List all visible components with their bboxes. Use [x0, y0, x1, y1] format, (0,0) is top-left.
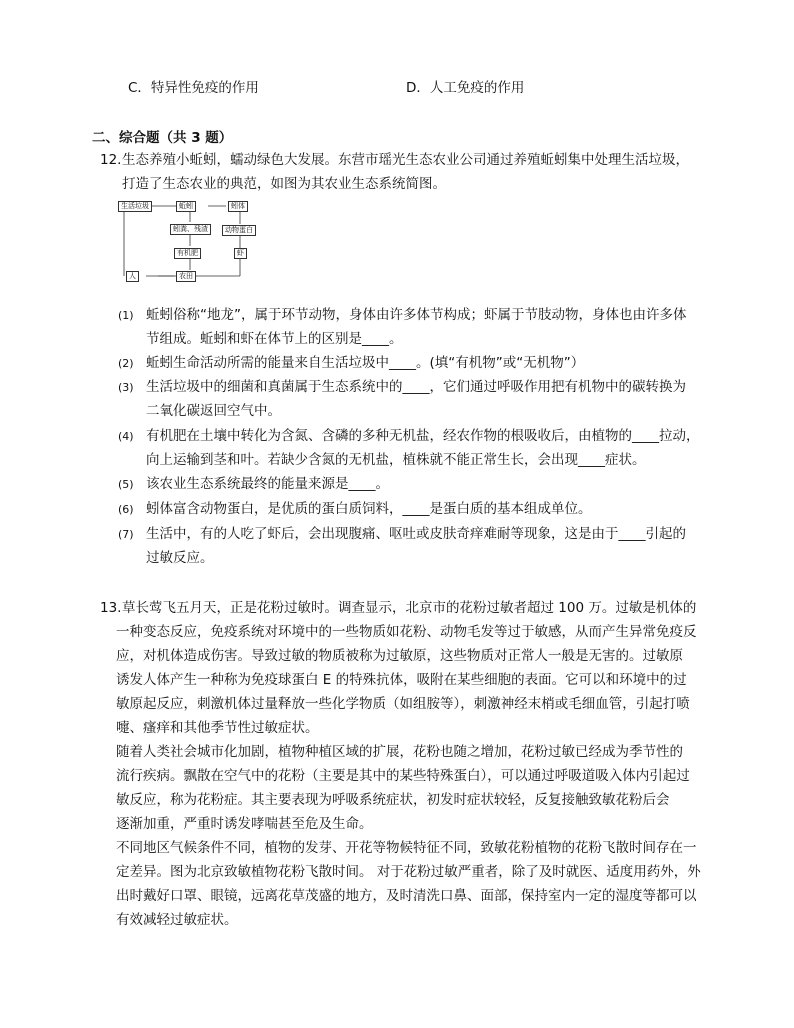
subq-line: 蚯蚓俗称“地龙”，属于环节动物，身体由许多体节构成；虾属于节肢动物，身体也由许多体	[146, 307, 687, 323]
passage-line: 嚏、瘙痒和其他季节性过敏症状。	[116, 720, 319, 736]
subq-number: (3)	[118, 381, 134, 394]
passage-line: 不同地区气候条件不同，植物的发芽、开花等物候特征不同，致敏花粉植物的花粉飞散时间存在一	[116, 840, 697, 856]
ecosystem-diagram	[118, 196, 268, 286]
subq-number: (2)	[118, 357, 134, 370]
diagram-node-human: 人	[126, 271, 139, 282]
diagram-node-worm-body: 蚓体	[228, 201, 248, 212]
passage-line: 敏反应，称为花粉症。其主要表现为呼吸系统症状，初发时症状较轻，反复接触致敏花粉后会	[116, 792, 670, 808]
passage-line: 定差异。图为北京致敏植物花粉飞散时间。 对于花粉过敏严重者，除了及时就医、适度用药外，外	[116, 864, 701, 880]
diagram-node-animal-protein: 动物蛋白	[222, 225, 256, 236]
diagram-node-manure: 蚓粪、残渣	[170, 224, 211, 235]
passage-line: 流行疾病。飘散在空气中的花粉（主要是其中的某些特殊蛋白），可以通过呼吸道吸入体内引起过	[116, 768, 690, 784]
diagram-node-garbage: 生活垃圾	[118, 201, 152, 212]
subq-line: 有机肥在土壤中转化为含氮、含磷的多种无机盐，经农作物的根吸收后，由植物的____拉动，	[146, 428, 700, 444]
diagram-node-earthworm: 蚯蚓	[176, 201, 196, 212]
diagram-node-organic-fertilizer: 有机肥	[174, 248, 201, 259]
question-stem-line: 生态养殖小蚯蚓，蠕动绿色大发展。东营市瑶光生态农业公司通过养殖蚯蚓集中处理生活垃圾，	[122, 152, 689, 168]
subq-line: 该农业生态系统最终的能量来源是____。	[146, 476, 389, 492]
subq-line: 蚓体富含动物蛋白，是优质的蛋白质饲料，____是蛋白质的基本组成单位。	[146, 501, 592, 517]
subq-number: (5)	[118, 478, 134, 491]
subq-line: 生活中，有的人吃了虾后，会出现腹痛、呕吐或皮肤奇痒难耐等现象，这是由于____引起的	[146, 526, 686, 542]
subq-line: 生活垃圾中的细菌和真菌属于生态系统中的____，它们通过呼吸作用把有机物中的碳转换为	[146, 379, 686, 395]
passage-line: 草长莺飞五月天，正是花粉过敏时。调查显示，北京市的花粉过敏者超过 100 万。过敏是机体的	[122, 600, 697, 616]
subq-line: 节组成。蚯蚓和虾在体节上的区别是____。	[146, 331, 403, 347]
passage-line: 敏原起反应，刺激机体过量释放一些化学物质（如组胺等），刺激神经末梢或毛细血管，引起打喷	[116, 696, 690, 712]
option-c: C．特异性免疫的作用	[128, 80, 259, 96]
subq-number: (7)	[118, 528, 134, 541]
passage-line: 应，对机体造成伤害。导致过敏的物质被称为过敏原，这些物质对正常人一般是无害的。过敏原	[116, 648, 683, 664]
subq-line: 向上运输到茎和叶。若缺少含氮的无机盐，植株就不能正常生长，会出现____症状。	[146, 452, 646, 468]
subq-number: (1)	[118, 309, 134, 322]
passage-line: 出时戴好口罩、眼镜，远离花草茂盛的地方，及时清洗口鼻、面部，保持室内一定的湿度等都可以	[116, 888, 697, 904]
diagram-node-farmland: 农田	[176, 271, 196, 282]
question-number: 13.	[100, 600, 122, 616]
subq-line: 蚯蚓生命活动所需的能量来自生活垃圾中____。(填“有机物”或“无机物”）	[146, 355, 585, 371]
subq-number: (4)	[118, 430, 134, 443]
subq-number: (6)	[118, 503, 134, 516]
subq-line: 过敏反应。	[146, 550, 214, 566]
section-title: 二、综合题（共 3 题）	[92, 130, 233, 146]
passage-line: 诱发人体产生一种称为免疫球蛋白 E 的特殊抗体，吸附在某些细胞的表面。它可以和环境中的过	[116, 672, 687, 688]
question-number: 12.	[100, 152, 122, 168]
question-stem-line: 打造了生态农业的典范，如图为其农业生态系统简图。	[122, 176, 446, 192]
option-d: D．人工免疫的作用	[406, 80, 525, 96]
passage-line: 有效减轻过敏症状。	[116, 912, 238, 928]
passage-line: 逐渐加重，严重时诱发哮喘甚至危及生命。	[116, 816, 373, 832]
passage-line: 一种变态反应，免疫系统对环境中的一些物质如花粉、动物毛发等过于敏感，从而产生异常免疫反	[116, 624, 697, 640]
subq-line: 二氧化碳返回空气中。	[146, 403, 281, 419]
diagram-node-shrimp: 虾	[234, 248, 247, 259]
passage-line: 随着人类社会城市化加剧，植物种植区域的扩展，花粉也随之增加，花粉过敏已经成为季节性的	[116, 744, 683, 760]
